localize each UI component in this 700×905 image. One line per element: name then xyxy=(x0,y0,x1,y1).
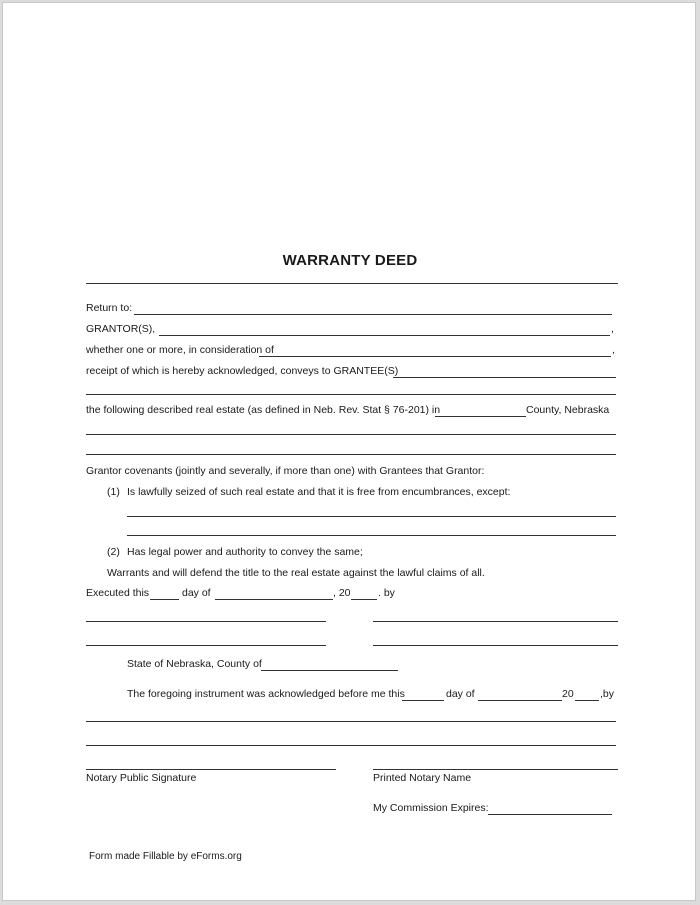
executed-day-field[interactable] xyxy=(150,599,179,600)
consideration-field[interactable] xyxy=(259,356,611,357)
consideration-label: whether one or more, in consideration of xyxy=(86,344,274,356)
executed-this-label: Executed this xyxy=(86,587,150,599)
county-field[interactable] xyxy=(435,416,526,417)
executed-month-field[interactable] xyxy=(215,599,333,600)
ack-day-field[interactable] xyxy=(402,700,444,701)
state-county-label: State of Nebraska, County of xyxy=(127,658,262,670)
ack-by-label: ,by xyxy=(600,688,615,700)
item-2-number: (2) xyxy=(107,546,120,558)
ack-month-field[interactable] xyxy=(478,700,562,701)
covenants-text: Grantor covenants (jointly and severally, if more than one) with Grantees that Grantor: xyxy=(86,465,485,477)
grantor-printed-name-line-1[interactable] xyxy=(86,645,326,646)
commission-expires-field[interactable] xyxy=(488,814,612,815)
warrants-text: Warrants and will defend the title to the real estate against the lawful claims of all. xyxy=(107,567,485,579)
footer-text: Form made Fillable by eForms.org xyxy=(89,851,242,862)
receipt-label: receipt of which is hereby acknowledged, conveys to GRANTEE(S) xyxy=(86,365,399,377)
executed-year-field[interactable] xyxy=(351,599,377,600)
ack-names-line-1[interactable] xyxy=(86,721,616,722)
grantor-printed-name-line-2[interactable] xyxy=(373,645,618,646)
grantor-signature-line-2[interactable] xyxy=(373,621,618,622)
legal-description-line-1[interactable] xyxy=(86,434,616,435)
ack-20-label: 20 xyxy=(562,688,574,700)
notary-signature-label: Notary Public Signature xyxy=(86,772,197,784)
county-nebraska-label: County, Nebraska xyxy=(526,404,610,416)
return-to-label: Return to: xyxy=(86,302,133,314)
commission-expires-label: My Commission Expires: xyxy=(373,802,489,814)
grantor-comma: , xyxy=(611,323,614,335)
grantee-field-line-2[interactable] xyxy=(86,394,616,395)
legal-description-line-2[interactable] xyxy=(86,454,616,455)
acknowledged-text: The foregoing instrument was acknowledged before me this xyxy=(127,688,405,700)
grantor-signature-line-1[interactable] xyxy=(86,621,326,622)
encumbrances-line-2[interactable] xyxy=(127,535,616,536)
document-page xyxy=(2,2,696,901)
item-1-number: (1) xyxy=(107,486,120,498)
by-label: . by xyxy=(378,587,395,599)
real-estate-label: the following described real estate (as defined in Neb. Rev. Stat § 76-201) in xyxy=(86,404,441,416)
grantor-label: GRANTOR(S), xyxy=(86,323,156,335)
grantor-field[interactable] xyxy=(159,335,610,336)
document-title: WARRANTY DEED xyxy=(282,252,418,269)
title-underline xyxy=(86,283,618,284)
ack-day-of-label: day of xyxy=(446,688,475,700)
notary-signature-line[interactable] xyxy=(86,769,336,770)
day-of-label: day of xyxy=(182,587,211,599)
encumbrances-line-1[interactable] xyxy=(127,516,616,517)
ack-names-line-2[interactable] xyxy=(86,745,616,746)
year-20-label: , 20 xyxy=(333,587,351,599)
printed-notary-label: Printed Notary Name xyxy=(373,772,472,784)
consideration-comma: , xyxy=(612,344,615,356)
printed-notary-line[interactable] xyxy=(373,769,618,770)
item-2-text: Has legal power and authority to convey the same; xyxy=(127,546,363,558)
notary-county-field[interactable] xyxy=(261,670,398,671)
grantee-field[interactable] xyxy=(393,377,616,378)
return-to-field[interactable] xyxy=(134,314,612,315)
item-1-text: Is lawfully seized of such real estate and that it is free from encumbrances, except: xyxy=(127,486,511,498)
ack-year-field[interactable] xyxy=(575,700,599,701)
